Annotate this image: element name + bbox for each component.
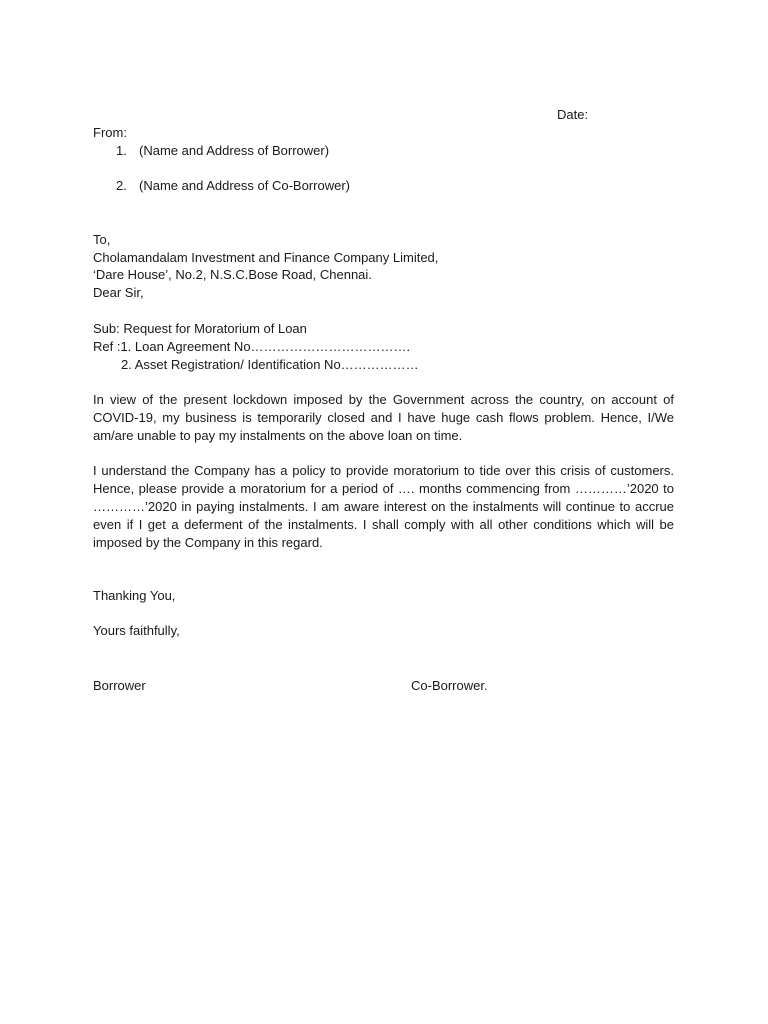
salutation: Dear Sir, [93,285,144,300]
from-item-number: 1. [116,143,127,158]
from-label: From: [93,125,127,140]
borrower-name-address: (Name and Address of Borrower) [139,143,330,158]
recipient-address: ‘Dare House’, No.2, N.S.C.Bose Road, Chennai. [93,267,372,282]
thanks-line: Thanking You, [93,588,176,603]
borrower-signature-label: Borrower [93,678,146,693]
reference-loan-agreement: Ref :1. Loan Agreement No………………………………. [93,339,411,354]
body-paragraph-lockdown: In view of the present lockdown imposed by the Government across the country, on account of COVID-19, my business is temporarily closed and I have huge cash flows problem. Hence, I/We am/are unable to pay my instalments on the above loan on time. [93,392,674,443]
reference-asset-registration: 2. Asset Registration/ Identification No……………… [121,357,419,372]
recipient-company: Cholamandalam Investment and Finance Company Limited, [93,250,439,265]
closing-line: Yours faithfully, [93,623,180,638]
co-borrower-signature-label: Co-Borrower. [411,678,488,693]
body-paragraph-moratorium: I understand the Company has a policy to provide moratorium to tide over this crisis of customers. Hence, please provide a moratorium for a period of …. months commencing from …………’2020 to …………’2020 in paying instalments. I am aware interest on the instalments will continue to accrue even if I get a deferment of the instalments. I shall comply with all other conditions which will be imposed by the Company in this regard. [93,463,674,550]
subject-line: Sub: Request for Moratorium of Loan [93,321,307,336]
from-item-number: 2. [116,178,127,193]
date-label: Date: [557,107,589,122]
co-borrower-name-address: (Name and Address of Co-Borrower) [139,178,350,193]
to-label: To, [93,232,111,247]
